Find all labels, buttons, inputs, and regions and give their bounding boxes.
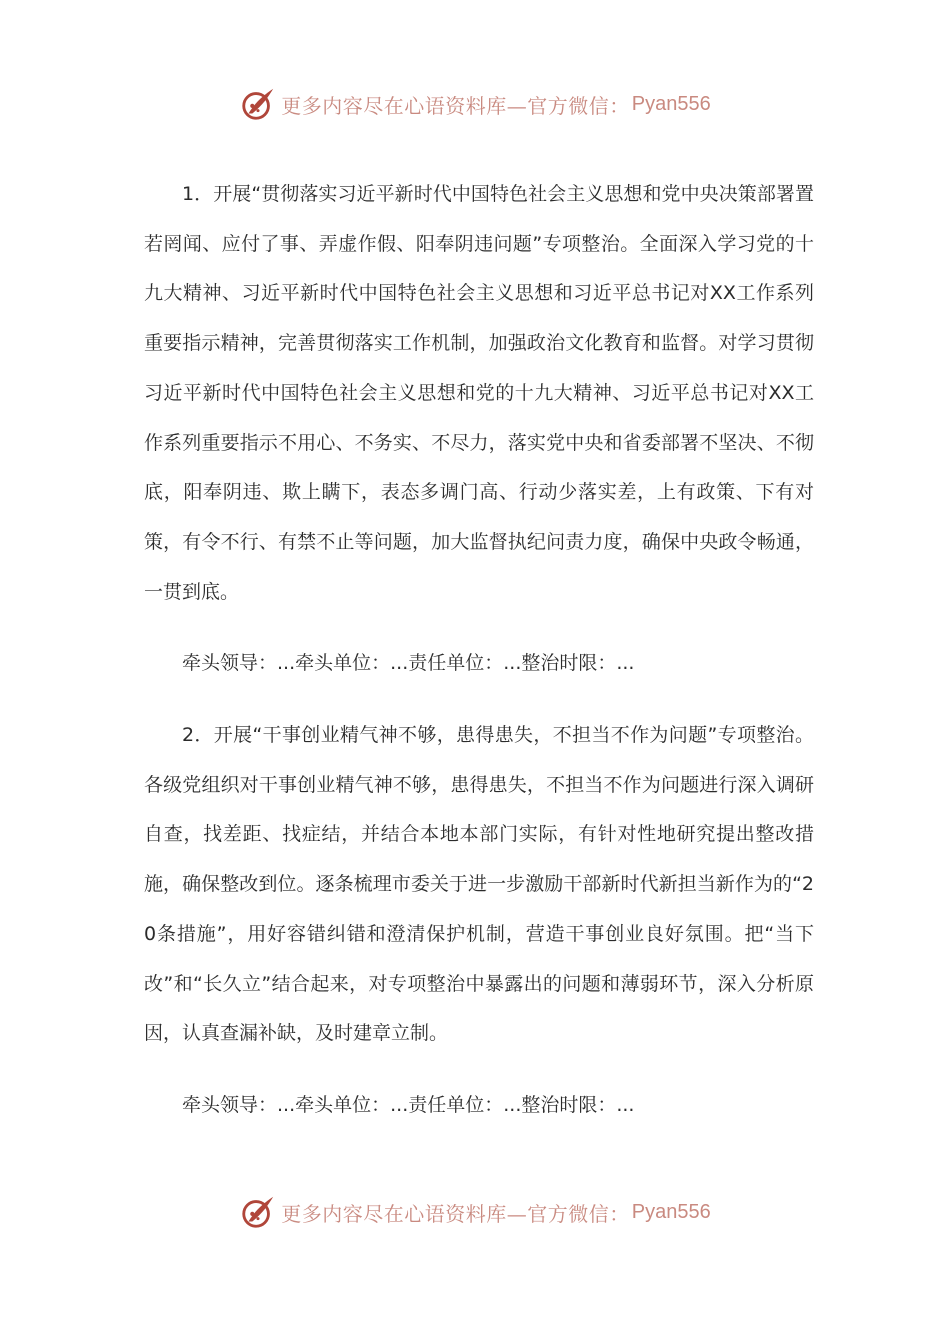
quill-logo-icon: [239, 85, 277, 123]
quill-logo-icon: [239, 1193, 277, 1231]
footer-banner: [0, 1190, 950, 1234]
section-1-paragraph: 1．开展“贯彻落实习近平新时代中国特色社会主义思想和党中央决策部署置若罔闻、应付了事、弄虚作假、阳奉阴违问题”专项整治。全面深入学习党的十九大精神、习近平新时代中国特色社会主义思想和习近平总书记对XX工作系列重要指示精神，完善贯彻落实工作机制，加强政治文化教育和监督。对学习贯彻习近平新时代中国特色社会主义思想和党的十九大精神、习近平总书记对XX工作系列重要指示不用心、不务实、不尽力，落实党中央和省委部署不坚决、不彻底，阳奉阴违、欺上瞒下，表态多调门高、行动少落实差，上有政策、下有对策，有令不行、有禁不止等问题，加大监督执纪问责力度，确保中央政令畅通，一贯到底。: [144, 183, 814, 603]
document-body: [144, 170, 814, 1131]
header-banner: [0, 82, 950, 126]
section-1-meta: 牵头领导：...牵头单位：...责任单位：...整治时限：...: [182, 652, 635, 675]
banner-wechat-id: Pyan556: [631, 92, 711, 115]
footer-banner-text: 更多内容尽在心语资料库—官方微信：: [281, 1201, 630, 1226]
section-2-meta: 牵头领导：...牵头单位：...责任单位：...整治时限：...: [182, 1093, 635, 1116]
footer-banner-wechat-id: Pyan556: [631, 1200, 711, 1223]
banner-text: 更多内容尽在心语资料库—官方微信：: [281, 93, 630, 118]
section-2-paragraph: 2．开展“干事创业精气神不够，患得患失，不担当不作为问题”专项整治。各级党组织对干事创业精气神不够，患得患失，不担当不作为问题进行深入调研自查，找差距、找症结，并结合本地本部门实际，有针对性地研究提出整改措施，确保整改到位。逐条梳理市委关于进一步激励干部新时代新担当新作为的“20条措施”，用好容错纠错和澄清保护机制，营造干事创业良好氛围。把“当下改”和“长久立”结合起来，对专项整治中暴露出的问题和薄弱环节，深入分析原因，认真查漏补缺，及时建章立制。: [144, 724, 814, 1045]
